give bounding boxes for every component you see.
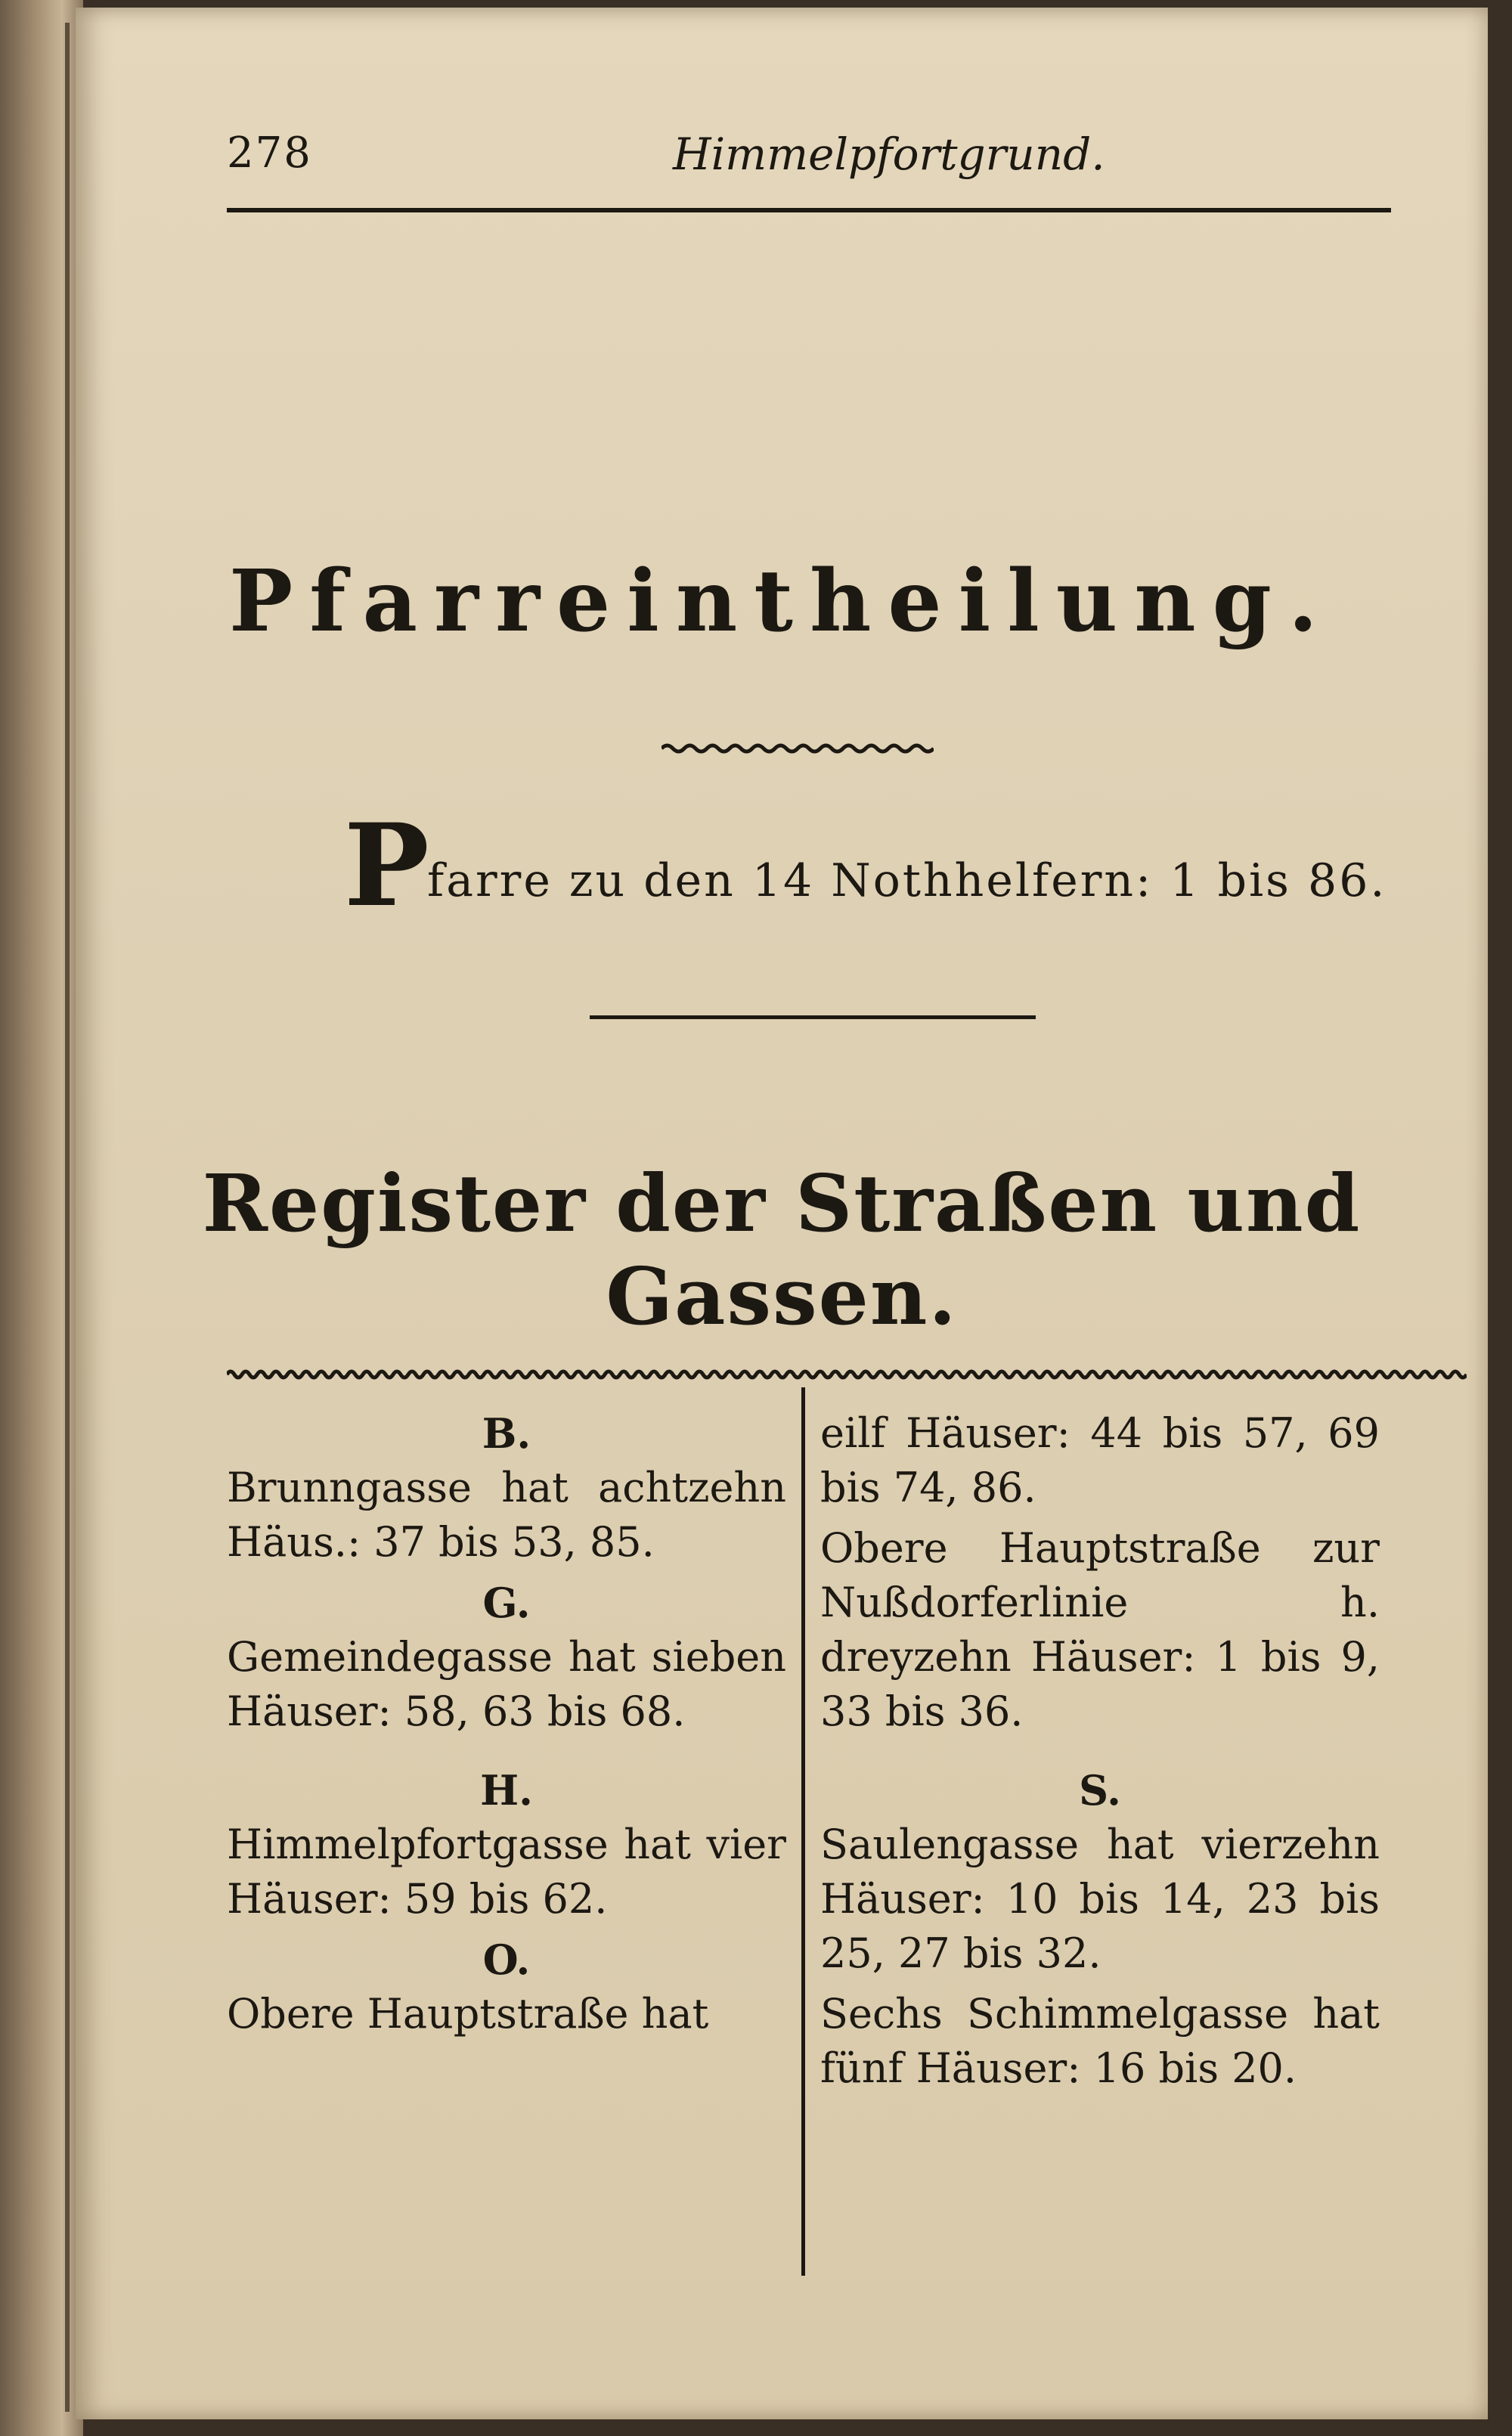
page-header <box>227 121 1467 189</box>
index-letter-h: H. <box>480 1766 533 1815</box>
index-letter-s: S. <box>1079 1766 1121 1815</box>
index-letter-o: O. <box>482 1935 531 1984</box>
street-entry: Obere Hauptstraße hat <box>227 1990 709 2038</box>
right-column <box>820 1406 1380 2102</box>
section-rule <box>590 1015 1036 1019</box>
column-divider <box>801 1387 805 2276</box>
street-entry: Brunngasse hat achtzehn Häus.: 37 bis 53, 85. <box>227 1464 786 1566</box>
drop-cap: P <box>344 799 429 932</box>
index-letter-g: G. <box>482 1579 531 1627</box>
book-page <box>76 8 1488 2419</box>
street-entry: Gemeindegasse hat sieben Häuser: 58, 63 bis 68. <box>227 1633 786 1735</box>
street-entry: Obere Hauptstraße zur Nußdorferlinie h. dreyzehn Häuser: 1 bis 9, 33 bis 36. <box>820 1524 1380 1735</box>
parish-line <box>344 799 1402 932</box>
section-title: Pfarreintheilung. <box>229 552 1334 651</box>
left-column <box>227 1406 786 2047</box>
street-entry: Himmelpfortgasse hat vier Häuser: 59 bis 62. <box>227 1821 786 1923</box>
register-title: Register der Straßen und Gassen. <box>202 1157 1362 1343</box>
parish-text: farre zu den 14 Nothhelfern: 1 bis 86. <box>427 854 1387 907</box>
book-spine <box>65 23 70 2412</box>
book-page-edge <box>0 0 83 2436</box>
street-entry: Sechs Schimmelgasse hat fünf Häuser: 16 bis 20. <box>820 1990 1380 2092</box>
street-entry: Saulengasse hat vierzehn Häuser: 10 bis 14, 23 bis 25, 27 bis 32. <box>820 1821 1380 1977</box>
ornamental-wavy-rule-wide <box>227 1368 1467 1381</box>
index-letter-b: B. <box>482 1409 531 1458</box>
header-rule <box>227 208 1391 212</box>
running-title: Himmelpfortgrund. <box>673 129 1105 180</box>
ornamental-wavy-rule <box>662 742 934 755</box>
page-number: 278 <box>227 129 312 178</box>
street-entry-continuation: eilf Häuser: 44 bis 57, 69 bis 74, 86. <box>820 1409 1380 1511</box>
